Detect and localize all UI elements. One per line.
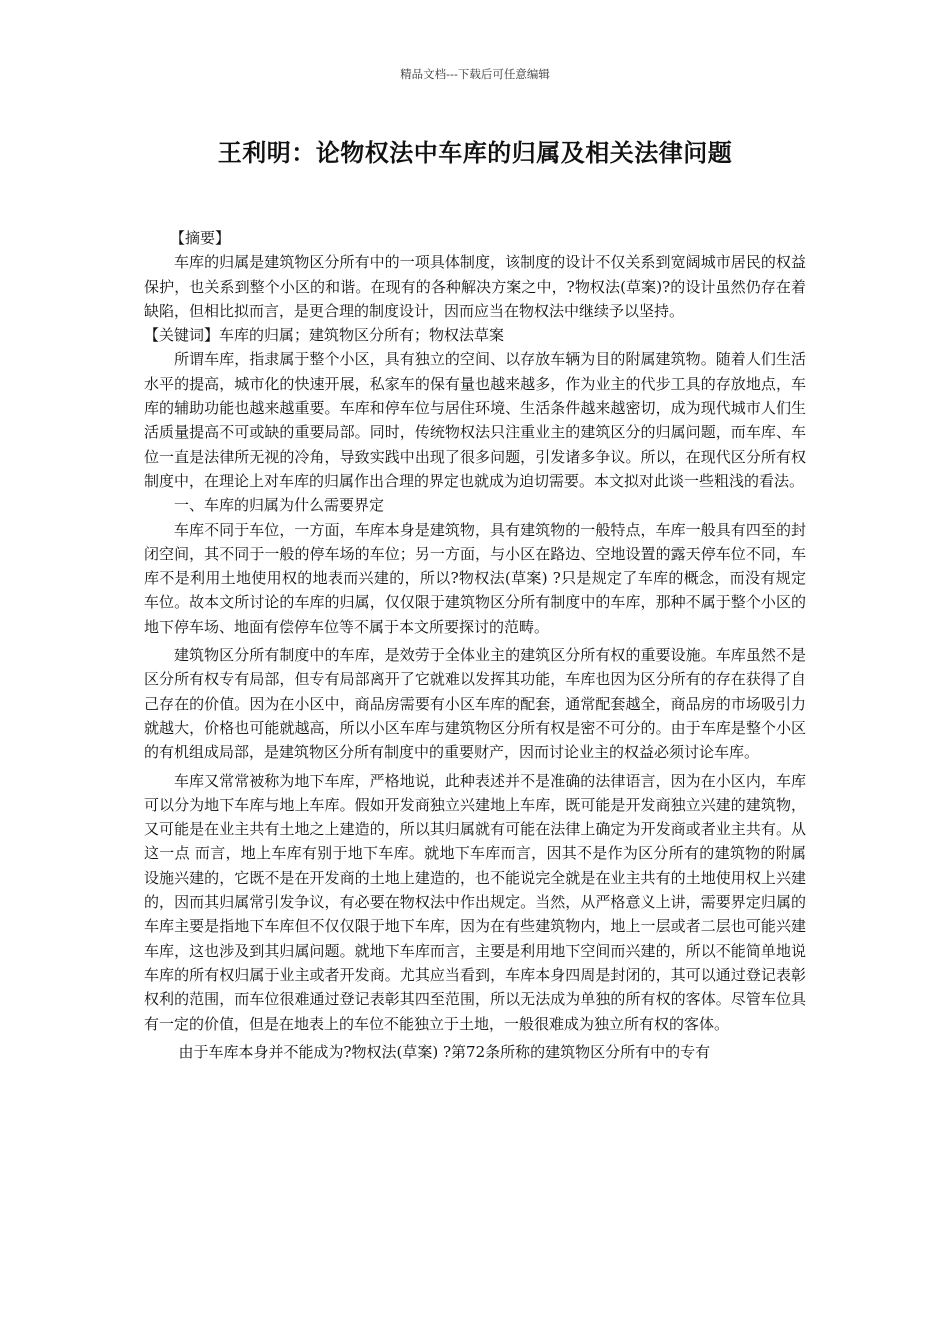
paragraph-underground-garage: 车库又常常被称为地下车库，严格地说，此种表述并不是准确的法律语言，因为在小区内，车库可以分为地下车库与地上车库。假如开发商独立兴建地上车库，既可能是开发商独立兴建的建筑物，又可能是在业主共有土地之上建造的，所以其归属就有可能在法律上确定为开发商或者业主共有。从这一点 而言，地上车库有别于地下车库。就地下车库而言，因其不是作为区分所有的建筑物的附属设施兴建的，它既不是在开发商的土地上建造的，也不能说完全就是在业主共有的土地使用权上兴建的，因而其归属常引发争议，有必要在物权法中作出规定。当然，从严格意义上讲，需要界定归属的车库主要是指地下车库但不仅仅限于地下车库，因为在有些建筑物内，地上一层或者二层也可能兴建车库，这也涉及到其归属问题。就地下车库而言，主要是利用地下空间而兴建的，所以不能简单地说车库的所有权归属于业主或者开发商。尤其应当看到，车库本身四周是封闭的，其可以通过登记表彰权利的范围，而车位很难通过登记表彰其四至范围，所以无法成为单独的所有权的客体。尽管车位具有一定的价值，但是在地表上的车位不能独立于土地，一般很难成为独立所有权的客体。 — [144, 771, 806, 1033]
abstract-heading: 【摘要】 — [170, 229, 231, 247]
paragraph-article-72: 由于车库本身并不能成为?物权法(草案) ?第72条所称的建筑物区分所有中的专有 — [178, 1042, 711, 1061]
document-body — [144, 226, 806, 1064]
paragraph-intro: 所谓车库，指隶属于整个小区，具有独立的空间、以存放车辆为目的附属建筑物。随着人们生活水平的提高，城市化的快速开展，私家车的保有量也越来越多，作为业主的代步工具的存放地点，车库的辅助功能也越来越重要。车库和停车位与居住环境、生活条件越来越密切，成为现代城市人们生活质量提高不可或缺的重要局部。同时，传统物权法只注重业主的建筑区分的归属问题，而车库、车位一直是法律所无视的冷角，导致实践中出现了很多问题，引发诸多争议。所以，在现代区分所有权制度中，在理论上对车库的归属作出合理的界定也就成为迫切需要。本文拟对此谈一些粗浅的看法。 — [144, 350, 806, 490]
header-note: 精品文档---下载后可任意编辑 — [400, 67, 550, 81]
keywords-line: 【关键词】车库的归属；建筑物区分所有；物权法草案 — [144, 326, 505, 345]
paragraph-garage-in-ownership: 建筑物区分所有制度中的车库，是效劳于全体业主的建筑区分所有权的重要设施。车库虽然不是区分所有权专有局部，但专有局部离开了它就难以发挥其功能，车库也因为区分所有的存在获得了自己存在的价值。因为在小区中，商品房需要有小区车库的配套，通常配套越全，商品房的市场吸引力就越大，价格也可能就越高，所以小区车库与建筑物区分所有权是密不可分的。由于车库是整个小区的有机组成局部，是建筑物区分所有制度中的重要财产，因而讨论业主的权益必须讨论车库。 — [144, 646, 806, 762]
document-title: 王利明：论物权法中车库的归属及相关法律问题 — [217, 138, 733, 167]
abstract-paragraph: 车库的归属是建筑物区分所有中的一项具体制度，该制度的设计不仅关系到宽阔城市居民的权益保护，也关系到整个小区的和谐。在现有的各种解决方案之中，?物权法(草案)?的设计虽然仍存在着缺陷，但相比拟而言，是更合理的制度设计，因而应当在物权法中继续予以坚持。 — [144, 253, 806, 320]
paragraph-garage-vs-space: 车库不同于车位，一方面，车库本身是建筑物，具有建筑物的一般特点，车库一般具有四至的封闭空间，其不同于一般的停车场的车位；另一方面，与小区在路边、空地设置的露天停车位不同，车库不是利用土地使用权的地表而兴建的，所以?物权法(草案) ?只是规定了车库的概念，而没有规定车位。故本文所讨论的车库的归属，仅仅限于建筑物区分所有制度中的车库，那种不属于整个小区的地下停车场、地面有偿停车位等不属于本文所要探讨的范畴。 — [144, 520, 806, 636]
section-heading-1: 一、车库的归属为什么需要界定 — [174, 496, 385, 515]
